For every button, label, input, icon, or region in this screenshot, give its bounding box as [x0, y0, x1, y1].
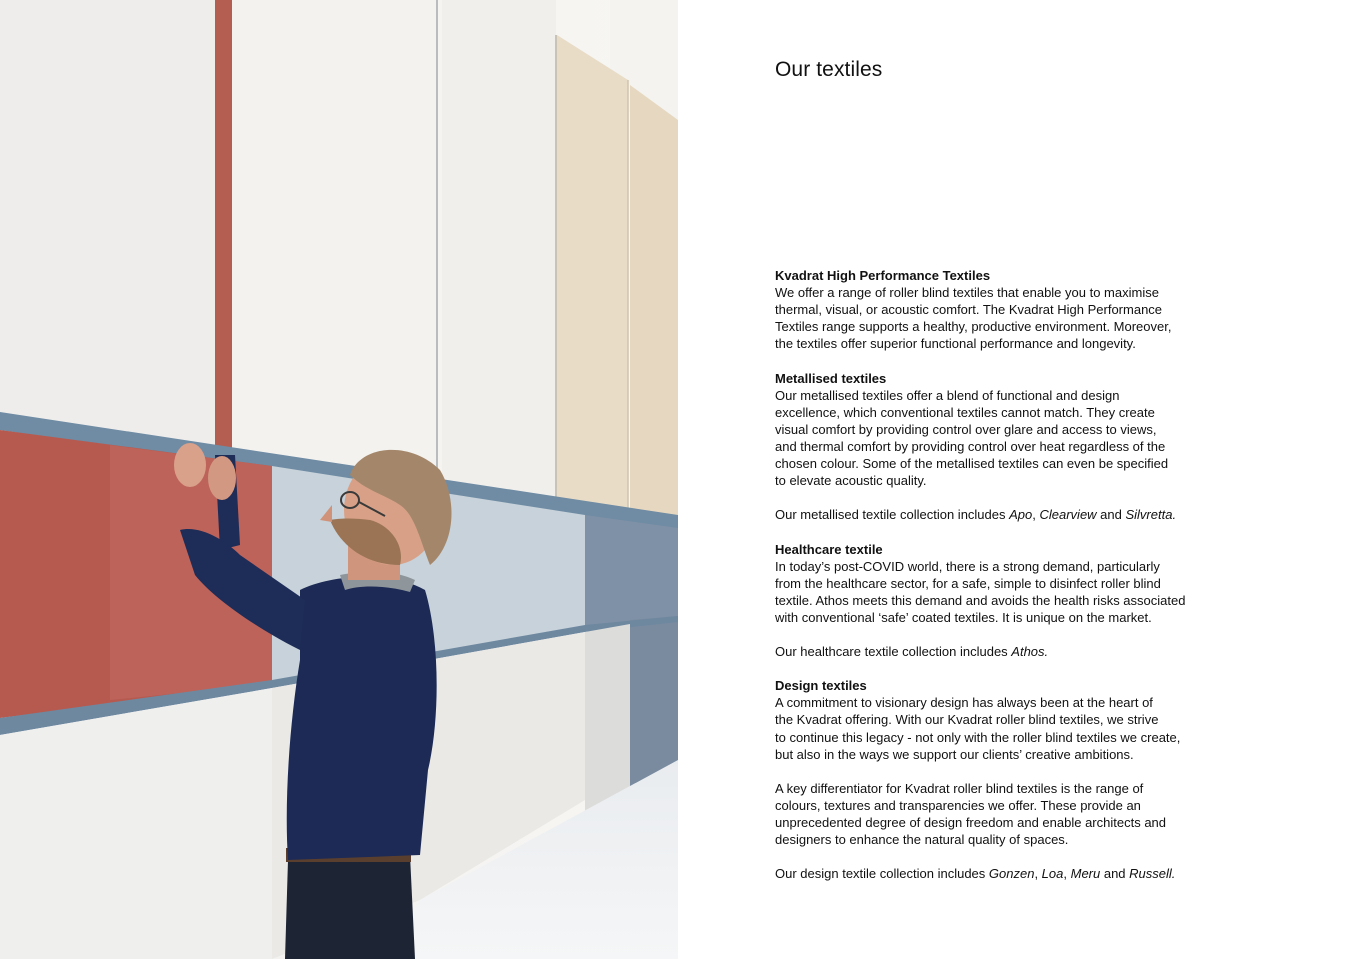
paragraph [775, 387, 1225, 490]
collection-sentence [775, 865, 1225, 882]
text-line: We offer a range of roller blind textiles that enable you to maximise [775, 285, 1159, 301]
text-line: colours, textures and transparencies we offer. These provide an [775, 797, 1141, 813]
section-heading: Metallised textiles [775, 370, 887, 386]
collection-item: Gonzen [988, 866, 1035, 882]
text-page [678, 0, 1356, 959]
collection-item: Clearview [1039, 507, 1097, 523]
paragraph [775, 558, 1225, 626]
section-high-performance [775, 267, 1225, 352]
section-heading: Design textiles [775, 678, 867, 694]
text-line: A commitment to visionary design has always been at the heart of [775, 695, 1153, 711]
text-line: but also in the ways we support our clients’ creative ambitions. [775, 746, 1134, 762]
collection-separator: and [1100, 866, 1130, 882]
collection-sentence [775, 643, 1225, 660]
section-heading: Kvadrat High Performance Textiles [775, 268, 991, 283]
collection-item: Athos. [1011, 644, 1049, 660]
section-heading: Healthcare textile [775, 541, 883, 557]
collection-line [775, 643, 1225, 660]
collection-sentence [775, 506, 1225, 523]
paragraph [775, 780, 1225, 848]
collection-item: Silvretta. [1125, 507, 1177, 523]
text-line: the textiles offer superior functional performance and longevity. [775, 336, 1136, 352]
collection-line [775, 865, 1225, 882]
text-line: from the healthcare sector, for a safe, simple to disinfect roller blind [775, 575, 1161, 591]
text-line: thermal, visual, or acoustic comfort. The Kvadrat High Performance [775, 302, 1163, 318]
section-healthcare [775, 541, 1225, 661]
section-design [775, 677, 1225, 882]
text-line: unprecedented degree of design freedom and enable architects and [775, 815, 1167, 830]
text-line: the Kvadrat offering. With our Kvadrat roller blind textiles, we strive [775, 712, 1159, 728]
collection-prefix: Our metallised textile collection includes [775, 507, 1010, 523]
paragraph [775, 694, 1225, 762]
text-line: chosen colour. Some of the metallised textiles can even be specified [775, 456, 1169, 472]
text-line: to continue this legacy - not only with the roller blind textiles we create, [775, 729, 1181, 745]
collection-item: Loa [1041, 866, 1064, 882]
collection-item: Meru [1070, 866, 1101, 882]
text-line: and thermal comfort by providing control over heat regardless of the [775, 438, 1166, 454]
collection-prefix: Our design textile collection includes [775, 866, 989, 882]
section-metallised [775, 370, 1225, 524]
body-copy [775, 267, 1225, 899]
text-line: Textiles range supports a healthy, productive environment. Moreover, [775, 319, 1172, 335]
collection-separator: , [1034, 866, 1042, 882]
text-line: to elevate acoustic quality. [775, 473, 927, 489]
collection-prefix: Our healthcare textile collection includes [775, 644, 1012, 660]
collection-separator: , [1032, 507, 1040, 523]
text-line: In today’s post-COVID world, there is a strong demand, particularly [775, 558, 1160, 574]
collection-separator: , [1063, 866, 1071, 882]
text-line: excellence, which conventional textiles cannot match. They create [775, 404, 1155, 420]
text-line: designers to enhance the natural quality of spaces. [775, 832, 1069, 848]
text-line: Our metallised textiles offer a blend of functional and design [775, 387, 1120, 403]
text-line: visual comfort by providing control over glare and access to views, [775, 421, 1157, 437]
collection-item: Russell. [1129, 866, 1176, 882]
text-line: textile. Athos meets this demand and avoids the health risks associated [775, 592, 1186, 608]
text-line: A key differentiator for Kvadrat roller blind textiles is the range of [775, 780, 1144, 796]
text-line: with conventional ‘safe’ coated textiles. It is unique on the market. [775, 609, 1152, 625]
collection-separator: and [1096, 507, 1126, 523]
collection-line [775, 506, 1225, 523]
page-title: Our textiles [775, 58, 883, 81]
paragraph [775, 284, 1225, 352]
collection-item: Apo [1009, 507, 1033, 523]
